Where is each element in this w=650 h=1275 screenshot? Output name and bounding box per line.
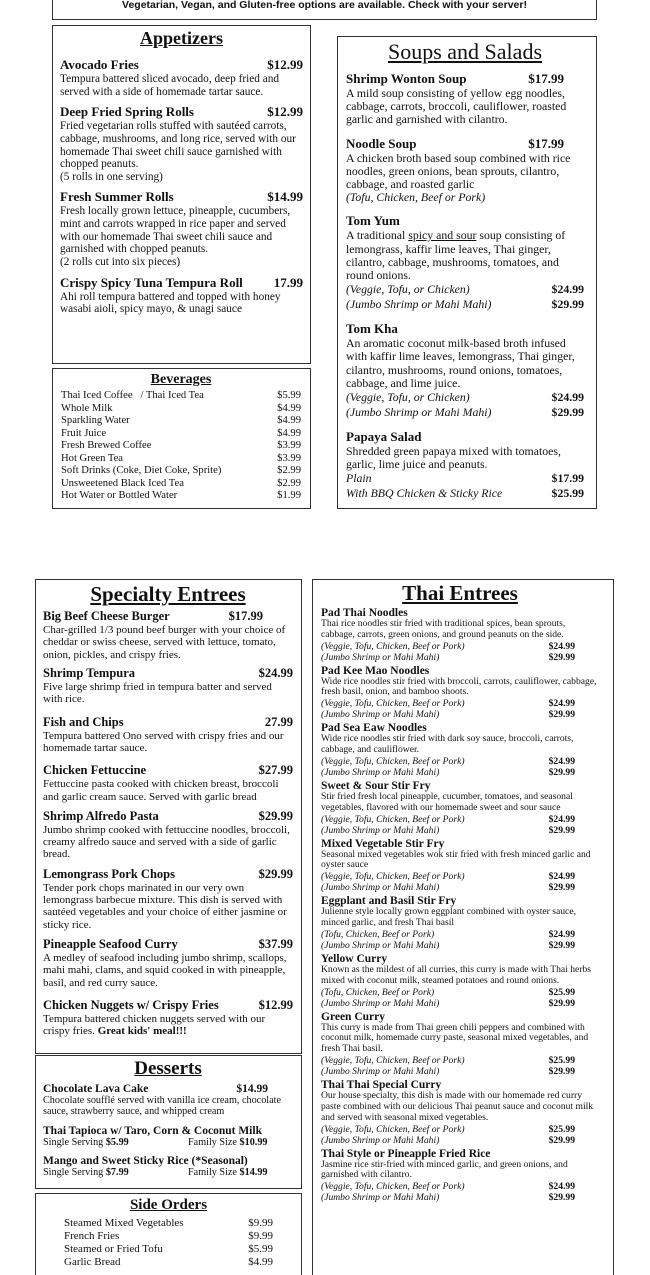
appetizers-section [52, 25, 311, 364]
menu-item [346, 213, 584, 312]
variant-label: (Jumbo Shrimp or Mahi Mahi) [321, 1066, 440, 1078]
variant-row [321, 1135, 599, 1146]
item-price: $17.99 [528, 71, 564, 86]
item-price: $12.99 [258, 997, 293, 1012]
variant-label: (Jumbo Shrimp or Mahi Mahi) [321, 824, 440, 836]
soups-title: Soups and Salads [388, 39, 542, 64]
variant-label: (Jumbo Shrimp or Mahi Mahi) [321, 882, 440, 894]
variant-price: $29.99 [548, 882, 575, 894]
side-price: $9.99 [248, 1217, 273, 1229]
variant-label: (Jumbo Shrimp or Mahi Mahi) [346, 297, 492, 312]
item-description: Jasmine rice stir-fried with minced garlic, and green onions, and garnished with cilantro. [321, 1158, 568, 1181]
item-description: Julienne style locally grown eggplant combined with oyster sauce, minced garlic, and fresh Thai basil [321, 906, 576, 929]
variant-price: $24.99 [548, 1181, 575, 1193]
beverage-price: $5.99 [277, 390, 301, 401]
menu-item [321, 1011, 599, 1077]
beverage-name: Soft Drinks (Coke, Diet Coke, Sprite) [61, 465, 222, 476]
desc-part: soup consisting of lemongrass, kaffir lime leaves, Thai ginger, cilantro, cabbage, mushrooms, tomatoes, and round onions. [346, 228, 566, 283]
variant-label: (Jumbo Shrimp or Mahi Mahi) [321, 997, 440, 1009]
beverage-name: Unsweetened Black Iced Tea [61, 477, 184, 489]
variant-price: $24.99 [551, 282, 584, 297]
variant-row [321, 1124, 599, 1135]
variant-price: $29.99 [548, 1134, 575, 1146]
item-description: Fresh locally grown lettuce, pineapple, cucumbers, mint and carrots wrapped in rice paper and served with our homemade Thai sweet chili sauce and garnished with chopped peanuts. [60, 205, 291, 256]
kids-meal-callout: Great kids' meal!!! [97, 1025, 187, 1038]
variant-label: With BBQ Chicken & Sticky Rice [346, 486, 503, 501]
serving-price: $10.99 [239, 1136, 268, 1148]
menu-item [321, 665, 599, 721]
variant-price: $17.99 [551, 471, 584, 486]
beverage-row [61, 415, 301, 428]
item-price: $17.99 [228, 609, 263, 623]
item-description: Tempura battered sliced avocado, deep fried and served with a side of homemade tartar sauce. [60, 73, 280, 98]
item-description [43, 1013, 293, 1038]
item-description: Wide rice noodles stir fried with dark soy sauce, broccoli, carrots, cabbage, and cauliflower. [321, 733, 574, 756]
menu-item [321, 607, 599, 663]
side-price: $5.99 [248, 1242, 273, 1255]
item-price: $17.99 [528, 135, 564, 151]
variant-row [321, 882, 599, 893]
variant-row [321, 709, 599, 720]
item-name: Chocolate Lava Cake [43, 1083, 149, 1095]
variant-label: (Tofu, Chicken, Beef or Pork) [321, 986, 435, 998]
serving-label: Family Size [188, 1166, 237, 1178]
menu-item [60, 275, 303, 316]
item-name: Chicken Nuggets w/ Crispy Fries [43, 997, 219, 1012]
item-name: Big Beef Cheese Burger [43, 609, 170, 623]
menu-item [43, 937, 293, 989]
item-description: A chicken broth based soup combined with rice noodles, green onions, bean sprouts, cilantro, cabbage, and roasted garlic [346, 150, 571, 192]
menu-item [43, 1155, 293, 1178]
item-price: $37.99 [258, 937, 293, 951]
variant-price: $29.99 [551, 405, 584, 420]
variant-row [346, 405, 584, 420]
menu-item [321, 953, 599, 1009]
side-row [64, 1256, 273, 1269]
item-name: Fish and Chips [43, 714, 124, 729]
variant-price: $24.99 [548, 928, 575, 940]
variant-label: (Veggie, Tofu, Chicken, Beef or Pork) [321, 640, 465, 652]
variant-row [346, 390, 584, 405]
variant-label: (Jumbo Shrimp or Mahi Mahi) [321, 709, 440, 721]
beverage-price: $4.99 [277, 402, 301, 414]
serving-price: $5.99 [105, 1136, 129, 1148]
variant-price: $25.99 [548, 986, 575, 998]
variant-row [321, 940, 599, 951]
serving-label: Single Serving [43, 1136, 104, 1148]
menu-item [321, 838, 599, 894]
item-name: Thai Thai Special Curry [321, 1079, 442, 1092]
menu-item [43, 998, 293, 1038]
specialty-entrees-section [35, 579, 302, 1054]
sides-title: Side Orders [129, 1197, 208, 1213]
item-name: Crispy Spicy Tuna Tempura Roll [60, 274, 243, 290]
menu-item [60, 57, 303, 98]
menu-item [346, 136, 584, 205]
item-description: An aromatic coconut milk-based broth infused with kaffir lime leaves, lemongrass, Thai ginger, cilantro, mushrooms, round onions, tomatoes, cabbage, and lime juice. [346, 336, 575, 390]
item-name: Tom Kha [346, 321, 398, 337]
variant-row [321, 1181, 599, 1192]
item-name: Lemongrass Pork Chops [43, 866, 175, 881]
item-price: $24.99 [258, 665, 293, 680]
variant-row [346, 297, 584, 312]
variant-label: (Jumbo Shrimp or Mahi Mahi) [321, 766, 440, 778]
item-description: Shredded green papaya mixed with tomatoes, garlic, lime juice and peanuts. [346, 444, 561, 472]
variant-price: $29.99 [548, 766, 575, 778]
variant-label: (Jumbo Shrimp or Mahi Mahi) [346, 405, 492, 420]
item-description: Wide rice noodles stir fried with broccoli, carrots, cauliflower, cabbage, fresh basil, onion, and bamboo shoots. [321, 675, 597, 698]
serving-label: Single Serving [43, 1166, 104, 1178]
variant-price: $29.99 [548, 939, 575, 951]
item-name: Yellow Curry [321, 952, 388, 965]
variant-row [321, 998, 599, 1009]
menu-item [43, 1083, 293, 1118]
menu-item [43, 666, 293, 706]
variant-label: (Veggie, Tofu, Chicken, Beef or Pork) [321, 698, 465, 710]
item-price: $29.99 [258, 866, 293, 881]
menu-item [43, 763, 293, 803]
serving-price: $7.99 [105, 1166, 129, 1178]
menu-item [321, 895, 599, 951]
item-description: Tender pork chops marinated in our very own lemongrass barbecue mixture. This dish is served with sautéed vegetables and your choice of either jasmine or sticky rice. [43, 881, 287, 931]
item-note: (2 rolls cut into six pieces) [60, 256, 181, 269]
item-price: $14.99 [236, 1083, 268, 1095]
beverage-price: $3.99 [277, 452, 301, 464]
item-description: This curry is made from Thai green chili peppers and combined with coconut milk, homemade curry paste, seasonal mixed vegetables, and fresh Thai basil. [321, 1021, 589, 1055]
variant-price: $29.99 [551, 297, 584, 312]
item-description: A mild soup consisting of yellow egg noodles, cabbage, carrots, broccoli, cauliflower, roasted garlic and garnished with cilantro. [346, 86, 567, 127]
menu-item [43, 715, 293, 755]
item-description: Fettuccine pasta cooked with chicken breast, broccoli and garlic cream sauce. Served with garlic bread [43, 778, 279, 803]
desc-part: A traditional [346, 228, 409, 243]
beverages-section [52, 368, 311, 509]
item-description: A medley of seafood including jumbo shrimp, scallops, mahi mahi, clams, and squid cooked in with pineapple, basil, and red curry sauce. [43, 952, 287, 989]
desc-underlined: spicy and sour [408, 228, 477, 243]
side-row [64, 1243, 273, 1256]
item-variant: (Tofu, Chicken, Beef or Pork) [346, 190, 486, 205]
beverage-row [61, 490, 301, 503]
item-name: Pineapple Seafood Curry [43, 937, 178, 951]
item-name: Noodle Soup [346, 135, 417, 151]
variant-row [346, 282, 584, 297]
variant-label: (Veggie, Tofu, or Chicken) [346, 282, 470, 297]
item-name: Pad Kee Mao Noodles [321, 664, 430, 677]
beverage-row [61, 478, 301, 491]
side-orders-section [35, 1193, 302, 1275]
banner-text: Vegetarian, Vegan, and Gluten-free options are available. Check with your server! [122, 0, 527, 11]
variant-price: $29.99 [548, 824, 575, 836]
variant-row [321, 767, 599, 778]
menu-item [346, 321, 584, 420]
variant-label: (Jumbo Shrimp or Mahi Mahi) [321, 1192, 440, 1204]
item-note: (5 rolls in one serving) [60, 170, 163, 183]
item-description: Ahi roll tempura battered and topped with honey wasabi aioli, spicy mayo, & unagi sauce [60, 290, 281, 316]
beverage-row [61, 440, 301, 453]
dietary-banner [52, 0, 597, 20]
item-description [346, 229, 584, 282]
variant-price: $24.99 [551, 390, 584, 405]
variant-row [321, 1055, 599, 1066]
side-name: Garlic Bread [64, 1255, 121, 1268]
variant-label: (Jumbo Shrimp or Mahi Mahi) [321, 651, 440, 663]
menu-item [321, 1148, 599, 1204]
variant-price: $25.99 [548, 1055, 575, 1067]
variant-row [321, 814, 599, 825]
menu-item [43, 609, 293, 661]
variant-price: $29.99 [548, 709, 575, 721]
variant-label: (Veggie, Tofu, Chicken, Beef or Pork) [321, 813, 465, 825]
variant-price: $24.99 [548, 755, 575, 767]
serving-price: $14.99 [239, 1166, 268, 1178]
beverage-price: $3.99 [277, 440, 301, 451]
beverage-price: $2.99 [277, 465, 301, 476]
item-description: Known as the mildest of all curries, this curry is made with Thai herbs mixed with coconut milk, steamed potatoes and round onions. [321, 963, 591, 986]
item-name: Pad Sea Eaw Noodles [321, 722, 427, 735]
variant-row [321, 825, 599, 836]
beverage-row [61, 453, 301, 466]
menu-item [43, 809, 293, 861]
thai-items-list [321, 607, 599, 1203]
variant-row [321, 1066, 599, 1077]
thai-entrees-section [312, 579, 614, 1275]
item-description: Jumbo shrimp cooked with fettuccine noodles, broccoli, creamy alfredo sauce and served with a side of garlic bread. [43, 823, 290, 861]
beverage-row [61, 390, 301, 403]
variant-price: $24.99 [548, 698, 575, 710]
beverage-name: Thai Iced Coffee / Thai Iced Tea [61, 390, 204, 401]
side-price: $9.99 [248, 1229, 273, 1242]
serving-label: Family Size [188, 1136, 237, 1148]
beverage-name: Fresh Brewed Coffee [61, 440, 152, 451]
variant-label: (Veggie, Tofu, Chicken, Beef or Pork) [321, 1055, 465, 1067]
item-name: Fresh Summer Rolls [60, 189, 174, 205]
variant-price: $29.99 [548, 1066, 575, 1078]
serving-row [43, 1137, 293, 1148]
item-name: Sweet & Sour Stir Fry [321, 779, 431, 792]
variant-label: Plain [346, 471, 372, 486]
menu-item [60, 189, 303, 268]
variant-price: $29.99 [548, 1192, 575, 1204]
item-price: $12.99 [267, 104, 303, 120]
variant-row [321, 1192, 599, 1203]
side-price: $4.99 [248, 1255, 273, 1268]
variant-price: $24.99 [548, 813, 575, 825]
item-name: Thai Tapioca w/ Taro, Corn & Coconut Milk [43, 1124, 262, 1137]
item-name: Papaya Salad [346, 429, 422, 445]
item-description: Seasonal mixed vegetables wok stir fried with fresh minced garlic and oyster sauce [321, 848, 591, 871]
variant-label: (Veggie, Tofu, Chicken, Beef or Pork) [321, 1123, 465, 1135]
item-name: Tom Yum [346, 213, 400, 229]
menu-item [321, 1079, 599, 1145]
item-name: Mango and Sweet Sticky Rice (*Seasonal) [43, 1154, 248, 1167]
item-name: Shrimp Alfredo Pasta [43, 808, 159, 823]
specialty-title: Specialty Entrees [90, 582, 246, 606]
variant-row [321, 929, 599, 940]
item-price: $27.99 [258, 763, 293, 778]
beverage-row [61, 403, 301, 416]
beverage-name: Hot Green Tea [61, 452, 124, 464]
menu-item [321, 780, 599, 836]
menu-item [346, 429, 584, 501]
desserts-section [35, 1055, 302, 1189]
variant-row [321, 871, 599, 882]
item-price: $14.99 [267, 189, 303, 205]
variant-price: $25.99 [551, 486, 584, 501]
item-name: Pad Thai Noodles [321, 607, 408, 619]
side-name: French Fries [64, 1229, 120, 1242]
beverage-price: $4.99 [277, 427, 301, 439]
item-description: Tempura battered Ono served with crispy fries and our homemade tartar sauce. [43, 729, 284, 754]
beverage-name: Sparkling Water [61, 415, 130, 426]
desc-part: Tempura battered chicken nuggets served with our crispy fries. [43, 1012, 266, 1038]
menu-item [346, 71, 584, 127]
desserts-title: Desserts [134, 1058, 202, 1079]
appetizers-title: Appetizers [140, 28, 223, 48]
item-name: Shrimp Wonton Soup [346, 71, 467, 86]
soups-salads-section [337, 36, 597, 509]
variant-label: (Jumbo Shrimp or Mahi Mahi) [321, 939, 440, 951]
side-row [64, 1217, 273, 1230]
beverage-name: Fruit Juice [61, 427, 107, 439]
variant-price: $24.99 [548, 871, 575, 883]
item-name: Shrimp Tempura [43, 665, 136, 680]
item-description: Thai rice noodles stir fried with traditional spices, bean sprouts, cabbage, carrots, green onions, and ground peanuts on the side. [321, 618, 566, 640]
item-name: Eggplant and Basil Stir Fry [321, 895, 457, 908]
menu-item [60, 104, 303, 183]
variant-row [321, 652, 599, 663]
item-description: Stir fried fresh local pineapple, cucumber, tomatoes, and seasonal vegetables, flavored with our homemade sweet and sour sauce [321, 790, 573, 813]
variant-row [321, 698, 599, 709]
item-name: Deep Fried Spring Rolls [60, 104, 194, 120]
variant-label: (Tofu, Chicken, Beef or Pork) [321, 928, 435, 940]
item-description: Our house specialty, this dish is made with our homemade red curry paste combined with our delicious Thai peanut sauce and coconut milk and served with seasonal mixed vegetables. [321, 1090, 594, 1123]
variant-label: (Veggie, Tofu, Chicken, Beef or Pork) [321, 755, 465, 767]
menu-item [43, 867, 293, 931]
beverage-price: $1.99 [277, 490, 301, 501]
item-description: Fried vegetarian rolls stuffed with sautéed carrots, cabbage, mushrooms, and long rice, served with our homemade Thai sweet chili sauce garnished with chopped peanuts. [60, 120, 296, 171]
variant-label: (Jumbo Shrimp or Mahi Mahi) [321, 1134, 440, 1146]
variant-price: $25.99 [548, 1123, 575, 1135]
serving-row [43, 1167, 293, 1178]
item-price: 27.99 [264, 714, 293, 729]
variant-row [321, 641, 599, 652]
side-row [64, 1230, 273, 1243]
beverage-name: Whole Milk [61, 402, 113, 414]
variant-price: $24.99 [548, 640, 575, 652]
menu-item [321, 722, 599, 778]
beverage-price: $2.99 [277, 477, 301, 489]
variant-row [321, 987, 599, 998]
variant-price: $29.99 [548, 997, 575, 1009]
side-name: Steamed or Fried Tofu [64, 1242, 163, 1255]
item-name: Green Curry [321, 1010, 385, 1023]
item-description: Chocolate soufflé served with vanilla ice cream, chocolate sauce, strawberry sauce, and whipped cream [43, 1095, 281, 1118]
variant-price: $29.99 [548, 651, 575, 663]
beverage-row [61, 465, 301, 478]
variant-label: (Veggie, Tofu, Chicken, Beef or Pork) [321, 1181, 465, 1193]
item-description: Char-grilled 1/3 pound beef burger with your choice of cheddar or swiss cheese, served with lettuce, tomato, onion, pickles, and crispy fries. [43, 624, 286, 661]
variant-label: (Veggie, Tofu, Chicken, Beef or Pork) [321, 871, 465, 883]
thai-title: Thai Entrees [402, 581, 518, 605]
beverage-price: $4.99 [277, 415, 301, 426]
item-price: $29.99 [258, 808, 293, 823]
item-name: Avocado Fries [60, 57, 139, 72]
item-name: Thai Style or Pineapple Fried Rice [321, 1147, 491, 1160]
beverage-name: Hot Water or Bottled Water [61, 490, 178, 501]
item-price: 17.99 [273, 274, 303, 290]
item-name: Mixed Vegetable Stir Fry [321, 837, 445, 850]
item-description: Five large shrimp fried in tempura batter and served with rice. [43, 680, 272, 706]
beverage-row [61, 428, 301, 441]
menu-item [43, 1125, 293, 1148]
beverages-title: Beverages [150, 372, 212, 387]
item-name: Chicken Fettuccine [43, 763, 147, 778]
item-price: $12.99 [267, 57, 303, 72]
variant-row [346, 486, 584, 501]
variant-row [346, 471, 584, 486]
variant-row [321, 756, 599, 767]
side-name: Steamed Mixed Vegetables [64, 1217, 184, 1229]
variant-label: (Veggie, Tofu, or Chicken) [346, 390, 470, 405]
